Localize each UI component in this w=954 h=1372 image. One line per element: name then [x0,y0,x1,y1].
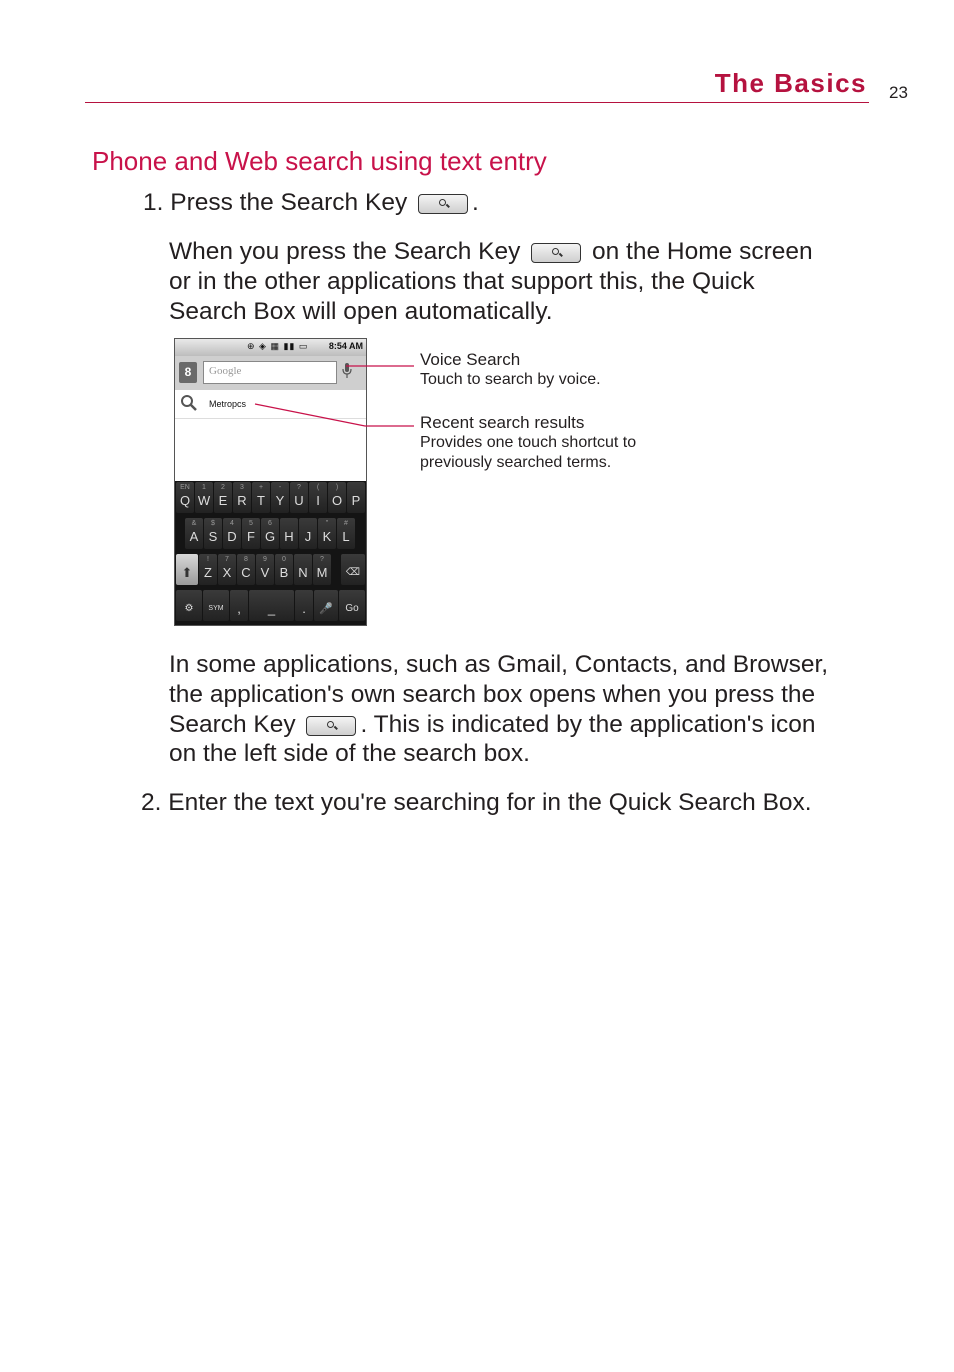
google-icon[interactable]: 8 [179,362,197,383]
key-i[interactable]: ( I [309,482,327,513]
go-key[interactable]: Go [339,590,365,621]
key-n[interactable]: N [294,554,312,585]
search-key-label: Search Key [169,711,296,738]
key-j[interactable]: J [299,518,317,549]
key-t[interactable]: + T [252,482,270,513]
recent-results-desc-2: previously searched terms. [420,454,612,471]
key-y[interactable]: - Y [271,482,289,513]
paragraph-2-line-1: In some applications, such as Gmail, Contacts, and Browser, [169,651,829,678]
para-1-a: When you press the [169,238,394,265]
recent-results-title: Recent search results [420,413,585,432]
key-e[interactable]: 2 E [214,482,232,513]
key-l[interactable]: # L [337,518,355,549]
key-w[interactable]: 1 W [195,482,213,513]
section-title: Phone and Web search using text entry [92,146,547,176]
step-1-suffix: . [472,189,479,216]
status-icons: ⊕ ◈ ▦ ▮▮ ▭ [247,341,309,351]
key-c[interactable]: 8 C [237,554,255,585]
key-v[interactable]: 9 V [256,554,274,585]
key-m[interactable]: ? M [313,554,331,585]
key-p[interactable]: P [347,482,365,513]
search-key-icon [306,716,356,736]
recent-callout-line [255,404,414,426]
step-2: 2. Enter the text you're searching for in the Quick Search Box. [141,789,812,816]
period-key[interactable]: . [295,590,313,621]
voice-search-desc: Touch to search by voice. [420,371,601,388]
search-key-label: Search Key [280,189,408,216]
key-o[interactable]: ) O [328,482,346,513]
key-u[interactable]: ? U [290,482,308,513]
page-number: 23 [889,83,908,102]
paragraph-2-line-3 [169,710,815,740]
paragraph-1-line-3: Search Box will open automatically. [169,298,553,325]
key-b[interactable]: 0 B [275,554,293,585]
space-key[interactable]: _ [249,590,294,621]
paragraph-1-line-2: or in the other applications that support this, the Quick [169,268,755,295]
key-q[interactable]: EN Q [176,482,194,513]
header-title: The Basics [714,68,867,98]
key-d[interactable]: 4 D [223,518,241,549]
step-1-prefix: 1. Press the [143,189,281,216]
voice-search-title: Voice Search [420,350,521,369]
key-h[interactable]: H [280,518,298,549]
comma-key[interactable]: , [230,590,248,621]
key-a[interactable]: & A [185,518,203,549]
sym-key[interactable]: SYM [203,590,229,621]
shift-key[interactable]: ⬆ [176,554,198,585]
voice-input-icon[interactable]: 🎤 [314,590,338,621]
search-key-label: Search Key [393,238,521,265]
key-r[interactable]: 3 R [233,482,251,513]
key-z[interactable]: ! Z [199,554,217,585]
backspace-icon[interactable]: ⌫ [341,554,365,585]
recent-results-desc-1: Provides one touch shortcut to [420,434,637,451]
para-2-line-3-b: . This is indicated by the application's icon [360,711,816,738]
paragraph-2-line-2: the application's own search box opens when you press the [169,681,816,708]
key-s[interactable]: $ S [204,518,222,549]
para-1-b: on the Home screen [585,238,813,265]
key-g[interactable]: 6 G [261,518,279,549]
paragraph-2-line-4: on the left side of the search box. [169,740,530,767]
key-f[interactable]: 5 F [242,518,260,549]
key-k[interactable]: " K [318,518,336,549]
key-x[interactable]: 7 X [218,554,236,585]
search-placeholder: Google [209,365,242,377]
recent-result-text: Metropcs [209,399,247,409]
settings-key[interactable]: ⚙ [176,590,202,621]
status-time: 8:54 AM [328,341,363,351]
